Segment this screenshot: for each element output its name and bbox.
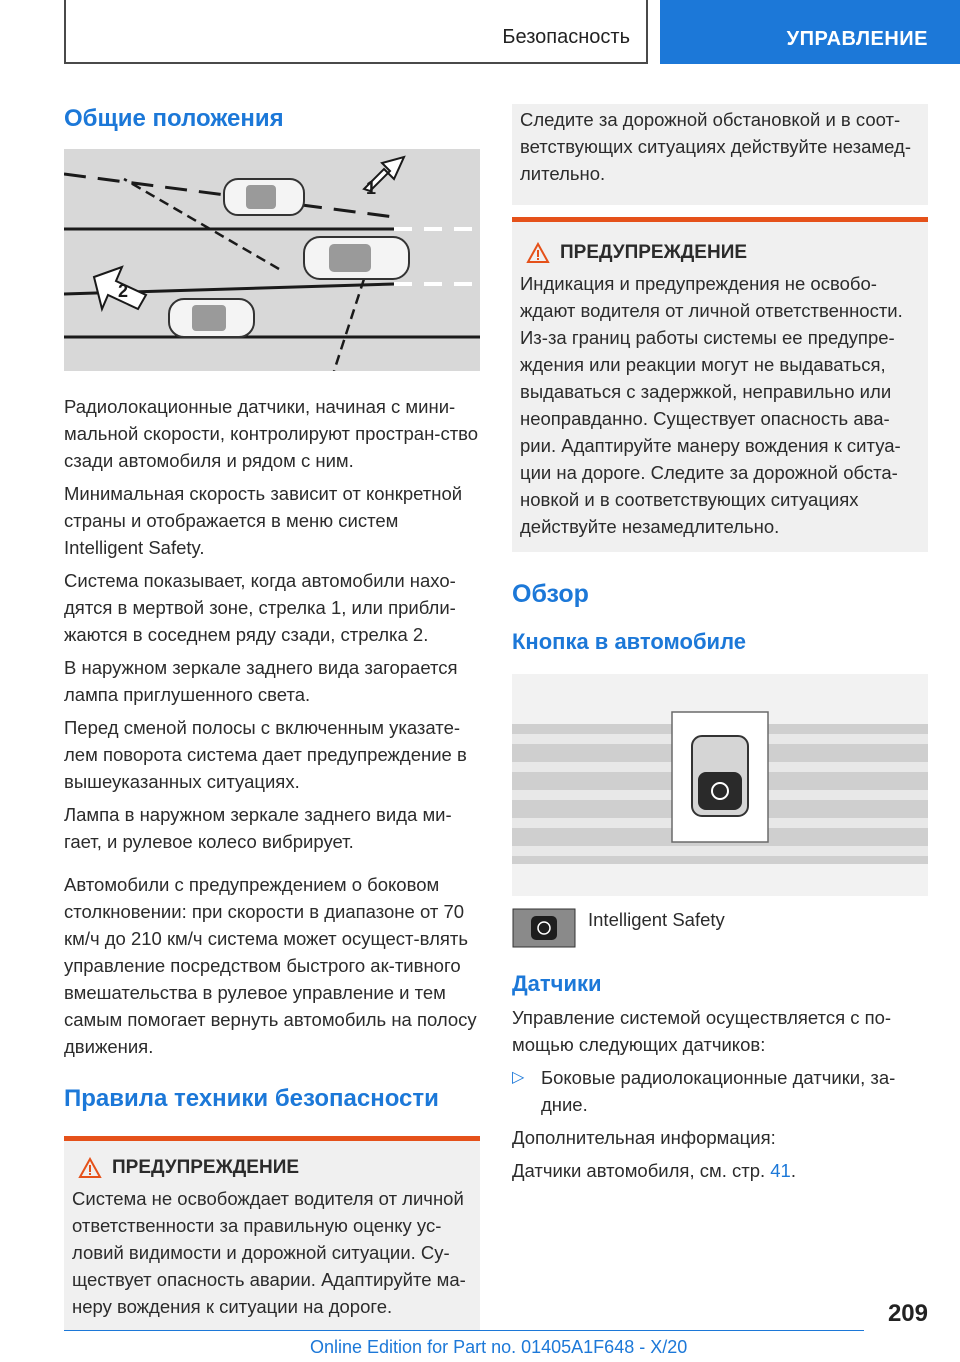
arrow-1-icon bbox=[364, 157, 404, 198]
button-legend bbox=[512, 908, 928, 948]
warning-text: Система не освобождает водителя от личной ответственности за правильную оценку ус-ловий видимости и дорожной ситуации. Су-ществует опасность аварии. Адаптируйте ма-неру вождения к ситуации на дороге. bbox=[72, 1188, 466, 1317]
car-bottom bbox=[169, 299, 254, 337]
notice-text: Следите за дорожной обстановкой и в соот-ветствующих ситуациях действуйте незамед-лительно. bbox=[520, 109, 911, 184]
heading-button: Кнопка в автомобиле bbox=[512, 629, 746, 654]
sensors-reference bbox=[512, 1157, 928, 1184]
warning-triangle-icon bbox=[526, 242, 550, 264]
left-para-3: Система показывает, когда автомобили нахо-дятся в мертвой зоне, стрелка 1, или прибли-жаются в соседнем ряду сзади, стрелка 2. bbox=[64, 570, 456, 645]
blind-spot-figure bbox=[64, 149, 480, 371]
header-section-title: Безопасность bbox=[502, 26, 630, 48]
heading-overview: Обзор bbox=[512, 580, 589, 608]
left-para-4: В наружном зеркале заднего вида загорается лампа приглушенного света. bbox=[64, 657, 458, 705]
header-section-box bbox=[64, 0, 648, 64]
left-para-1: Радиолокационные датчики, начиная с мини-мальной скорости, контролируют простран-ство сзади автомобиля и рядом с ним. bbox=[64, 396, 479, 471]
button-legend-label: Intelligent Safety bbox=[588, 909, 725, 930]
heading-safety: Правила техники безопасности bbox=[64, 1085, 439, 1112]
header-chapter-title: УПРАВЛЕНИЕ bbox=[786, 28, 928, 50]
arrow-2-label: 2 bbox=[118, 281, 129, 301]
intelligent-safety-button-icon[interactable] bbox=[698, 772, 742, 810]
more-info: Дополнительная информация: bbox=[512, 1127, 776, 1148]
page-link[interactable]: 41 bbox=[770, 1160, 791, 1181]
page-number: 209 bbox=[887, 1300, 928, 1327]
car-own bbox=[304, 237, 409, 279]
arrow-1-label: 1 bbox=[366, 178, 377, 198]
reference-text: Датчики автомобиля, см. стр. bbox=[512, 1160, 766, 1181]
sensors-list-item bbox=[512, 1064, 928, 1118]
sensors-text: Управление системой осуществляется с по-мощью следующих датчиков: bbox=[512, 1007, 892, 1055]
header-chapter-tab bbox=[660, 0, 960, 64]
left-column bbox=[64, 104, 480, 1330]
intelligent-safety-icon bbox=[512, 908, 576, 948]
left-para-6: Лампа в наружном зеркале заднего вида ми-гает, и рулевое колесо вибрирует. bbox=[64, 804, 452, 852]
sensors-item-text: Боковые радиолокационные датчики, за-дние. bbox=[540, 1067, 896, 1115]
warning-title: ПРЕДУПРЕЖДЕНИЕ bbox=[112, 1157, 300, 1178]
notice-box bbox=[512, 104, 928, 205]
right-column bbox=[512, 104, 928, 1184]
arrow-2-icon bbox=[94, 267, 146, 309]
warning-triangle-icon bbox=[78, 1157, 102, 1179]
car-top-left bbox=[224, 179, 304, 215]
left-para-7: Автомобили с предупреждением о боковом столкновении: при скорости в диапазоне от 70 км/ч до 210 км/ч система может осущест-влять управление посредством быстрого ак-тивного вмешательства в рулевое управление и тем самым помогает вернуть автомобиль на полосу движения. bbox=[64, 874, 477, 1057]
footer-divider bbox=[64, 1330, 864, 1331]
left-para-5: Перед сменой полосы с включенным указате-лем поворота система дает предупреждение в вышеуказанных ситуациях. bbox=[64, 717, 467, 792]
warning-text: Индикация и предупреждения не освобо-ждают водителя от личной ответственности. Из-за границ работы системы ее предупре-ждения или реакции могут не выдаваться, выдаваться с задержкой, неправильно или неоправданно. Существует опасность ава-рии. Адаптируйте манеру вождения к ситуа-ции на дороге. Следите за дорожной обста-новкой и в соответствующих ситуациях действуйте незамедлительно. bbox=[520, 273, 903, 537]
reference-end: . bbox=[790, 1160, 796, 1181]
warning-box-left bbox=[64, 1136, 480, 1330]
warning-box-right bbox=[512, 217, 928, 552]
footer-edition: Online Edition for Part no. 01405A1F648 - X/20 bbox=[310, 1337, 688, 1357]
warning-title: ПРЕДУПРЕЖДЕНИЕ bbox=[560, 242, 748, 263]
left-para-2: Минимальная скорость зависит от конкретной страны и отображается в меню систем Intelligent Safety. bbox=[64, 483, 463, 558]
button-figure bbox=[512, 674, 928, 896]
heading-sensors: Датчики bbox=[512, 971, 602, 996]
bullet-arrow-icon: ▷ bbox=[512, 1069, 525, 1086]
heading-general: Общие положения bbox=[64, 105, 284, 132]
